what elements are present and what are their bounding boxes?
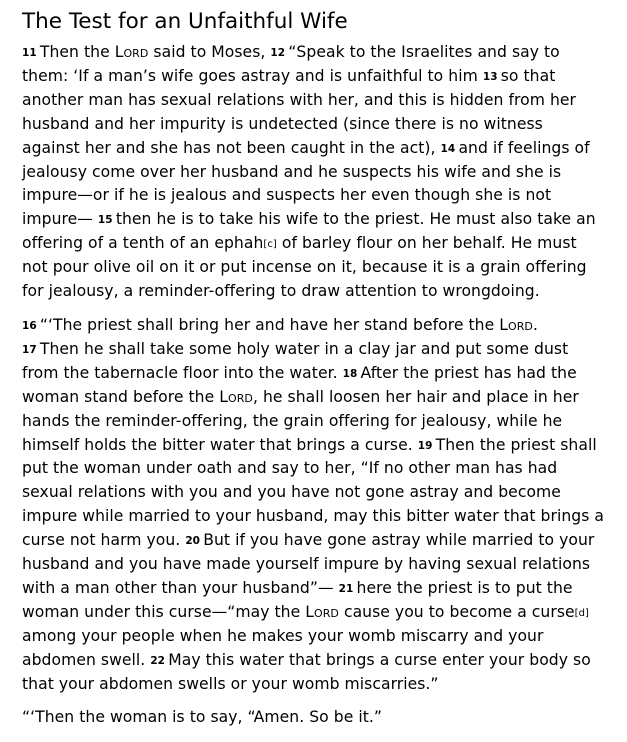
verse-15-text-b: of barley flour on her behalf. He must not pour olive oil on it or put incense on it, because it is a grain offering for jealousy, a reminder-offering to draw attention to wrongdoing. — [22, 234, 587, 301]
verse-20-text: But if you have gone astray while married to your husband and you have made yourself impure by having sexual relations with a man other than your husband”— — [22, 531, 595, 597]
verse-number-17: 17 — [22, 343, 37, 356]
verse-number-11: 11 — [22, 47, 37, 59]
verse-21-text-c: among your people when he makes your womb miscarry and your abdomen swell. — [22, 626, 544, 669]
verse-15-text-a: then he is to take his wife to the priest. He must also take an offering of a tenth of an ephah — [22, 210, 596, 253]
paragraph-2 — [22, 314, 605, 697]
verse-19-text: Then the priest shall put the woman under oath and say to her, “If no other man has had sexual relations with you and you have not gone astray and become impure while married to your husband, may this bitter water that brings a curse not harm you. — [22, 435, 605, 550]
verse-12-text: “Speak to the Israelites and say to them: ‘If a man’s wife goes astray and is unfaithful to him — [22, 43, 560, 85]
divine-name-lord: Lord — [219, 387, 253, 406]
paragraph-3 — [22, 706, 605, 730]
verse-18-text-b: , he shall loosen her hair and place in her hands the reminder-offering, the grain offering for jealousy, while he himself holds the bitter water that brings a curse. — [22, 387, 579, 454]
verse-number-22: 22 — [150, 654, 166, 667]
divine-name-lord: Lord — [114, 43, 149, 61]
verse-11-text-b: said to Moses, — [148, 43, 271, 61]
verse-22-continuation: “‘Then the woman is to say, “Amen. So be it.” — [22, 708, 383, 727]
footnote-marker-d[interactable]: [d] — [574, 607, 589, 619]
footnote-marker-c[interactable]: [c] — [263, 239, 277, 251]
verse-21-text-a: here the priest is to put the woman under this curse—“may the — [22, 578, 573, 621]
verse-number-12: 12 — [270, 47, 286, 59]
divine-name-lord: Lord — [499, 315, 533, 334]
verse-22-text: May this water that brings a curse enter your body so that your abdomen swells or your womb miscarries.” — [22, 650, 591, 693]
verse-13-text: so that another man has sexual relations with her, and this is hidden from her husband and her impurity is undetected (since there is no witness against her and she has not been caught in the act), — [22, 66, 576, 157]
verse-number-20: 20 — [185, 535, 201, 548]
verse-number-19: 19 — [417, 439, 433, 452]
paragraph-1 — [22, 41, 605, 304]
verse-number-13: 13 — [482, 70, 498, 83]
verse-14-text: and if feelings of jealousy come over her husband and he suspects his wife and she is impure—or if he is jealous and suspects her even though she is not impure— — [22, 138, 590, 229]
verse-number-16: 16 — [22, 319, 37, 332]
verse-21-text-b: cause you to become a curse — [338, 602, 575, 621]
verse-11-text-a: Then the — [39, 43, 115, 61]
section-heading: The Test for an Unfaithful Wife — [22, 9, 348, 34]
divine-name-lord: Lord — [305, 602, 339, 621]
verse-number-14: 14 — [440, 142, 456, 155]
verse-number-15: 15 — [97, 214, 113, 227]
verse-18-text-a: After the priest has had the woman stand before the — [22, 363, 577, 406]
verse-17-text: Then he shall take some holy water in a clay jar and put some dust from the tabernacle floor into the water. — [22, 339, 569, 382]
verse-16-text-a: “‘The priest shall bring her and have her stand before the — [39, 315, 500, 334]
verse-number-21: 21 — [338, 582, 354, 595]
verse-16-text-b: . — [532, 315, 538, 334]
verse-number-18: 18 — [342, 367, 358, 380]
